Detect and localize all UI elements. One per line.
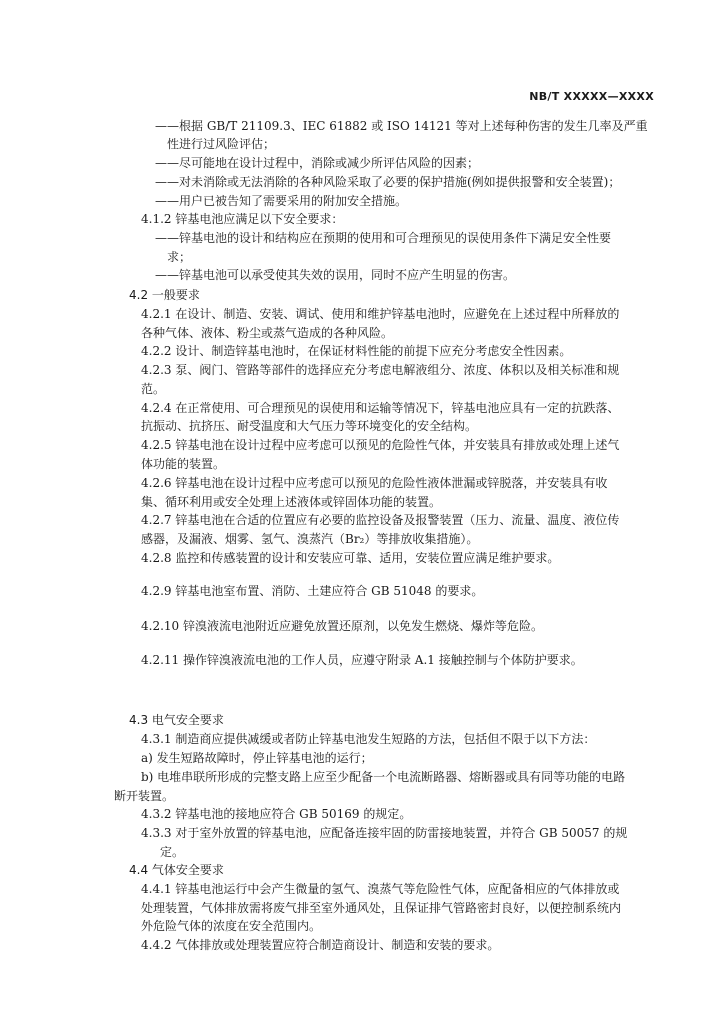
text-line: ——锌基电池的设计和结构应在预期的使用和可合理预见的误使用条件下满足安全性要 xyxy=(155,231,612,245)
text-line: 4.2.11 操作锌溴液流电池的工作人员，应遵守附录 A.1 接触控制与个体防护要求。 xyxy=(141,653,583,667)
text-line: b) 电堆串联所形成的完整支路上应至少配备一个电流断路器、熔断器或具有同等功能的电路 xyxy=(141,770,626,784)
text-line: 体功能的装置。 xyxy=(141,457,226,471)
text-line: 4.2.7 锌基电池在合适的位置应有必要的监控设备及报警装置（压力、流量、温度、液位传 xyxy=(141,513,620,527)
text-line: 各种气体、液体、粉尘或蒸气造成的各种风险。 xyxy=(141,326,394,340)
text-line: 4.3.2 锌基电池的接地应符合 GB 50169 的规定。 xyxy=(141,807,412,821)
text-line: 4.2.5 锌基电池在设计过程中应考虑可以预见的危险性气体，并安装具有排放或处理上述气 xyxy=(141,438,620,452)
text-line: 集、循环利用或安全处理上述液体或锌固体功能的装置。 xyxy=(141,495,442,509)
text-line: 4.2.4 在正常使用、可合理预见的误使用和运输等情况下，锌基电池应具有一定的抗跌落、 xyxy=(141,401,620,415)
text-line: 4.1.2 锌基电池应满足以下安全要求： xyxy=(141,212,344,226)
text-line: 4.2.6 锌基电池在设计过程中应考虑可以预见的危险性液体泄漏或锌脱落，并安装具有收 xyxy=(141,476,608,490)
text-line: 性进行过风险评估； xyxy=(167,137,276,151)
text-line: 抗振动、抗挤压、耐受温度和大气压力等环境变化的安全结构。 xyxy=(141,419,478,433)
text-line: 求； xyxy=(167,250,192,264)
text-line: a) 发生短路故障时，停止锌基电池的运行； xyxy=(141,751,373,765)
text-line: 4.2.1 在设计、制造、安装、调试、使用和维护锌基电池时，应避免在上述过程中所释放的 xyxy=(141,307,620,321)
section-heading: 4.2 一般要求 xyxy=(129,288,200,302)
text-line: ——锌基电池可以承受使其失效的误用，同时不应产生明显的伤害。 xyxy=(155,268,516,282)
text-line: 4.3.1 制造商应提供减缓或者防止锌基电池发生短路的方法，包括但不限于以下方法： xyxy=(141,732,596,746)
text-line: 4.2.9 锌基电池室布置、消防、土建应符合 GB 51048 的要求。 xyxy=(141,584,484,598)
text-line: 4.2.3 泵、阀门、管路等部件的选择应充分考虑电解液组分、浓度、体积以及相关标准和规 xyxy=(141,363,620,377)
text-line: 感器，及漏液、烟雾、氢气、溴蒸汽（Br₂）等排放收集措施）。 xyxy=(141,532,479,546)
section-heading: 4.4 气体安全要求 xyxy=(129,863,224,877)
text-line: 断开装置。 xyxy=(114,789,175,803)
text-line: ——尽可能地在设计过程中，消除或减少所评估风险的因素； xyxy=(155,156,480,170)
text-line: 4.4.2 气体排放或处理装置应符合制造商设计、制造和安装的要求。 xyxy=(141,938,500,952)
section-heading: 4.3 电气安全要求 xyxy=(129,713,224,727)
text-line: ——根据 GB/T 21109.3、IEC 61882 或 ISO 14121 等对上述每种伤害的发生几率及严重 xyxy=(155,119,648,133)
text-line: 定。 xyxy=(160,845,185,859)
text-line: ——用户已被告知了需要采用的附加安全措施。 xyxy=(155,194,408,208)
text-line: 4.2.10 锌溴液流电池附近应避免放置还原剂，以免发生燃烧、爆炸等危险。 xyxy=(141,619,543,633)
text-line: 4.2.2 设计、制造锌基电池时，在保证材料性能的前提下应充分考虑安全性因素。 xyxy=(141,344,572,358)
text-line: 范。 xyxy=(141,382,166,396)
text-line: 4.3.3 对于室外放置的锌基电池，应配备连接牢固的防雷接地装置，并符合 GB 50057 的规 xyxy=(141,826,628,840)
text-line: 外危险气体的浓度在安全范围内。 xyxy=(141,919,322,933)
text-line: ——对未消除或无法消除的各种风险采取了必要的保护措施(例如提供报警和安全装置)； xyxy=(155,175,621,189)
doc-code-header: NB/T XXXXX—XXXX xyxy=(529,90,654,103)
text-line: 4.4.1 锌基电池运行中会产生微量的氢气、溴蒸气等危险性气体，应配备相应的气体排放或 xyxy=(141,882,620,896)
text-line: 4.2.8 监控和传感装置的设计和安装应可靠、适用，安装位置应满足维护要求。 xyxy=(141,551,560,565)
text-line: 处理装置，气体排放需将废气排至室外通风处，且保证排气管路密封良好，以便控制系统内 xyxy=(141,901,622,915)
